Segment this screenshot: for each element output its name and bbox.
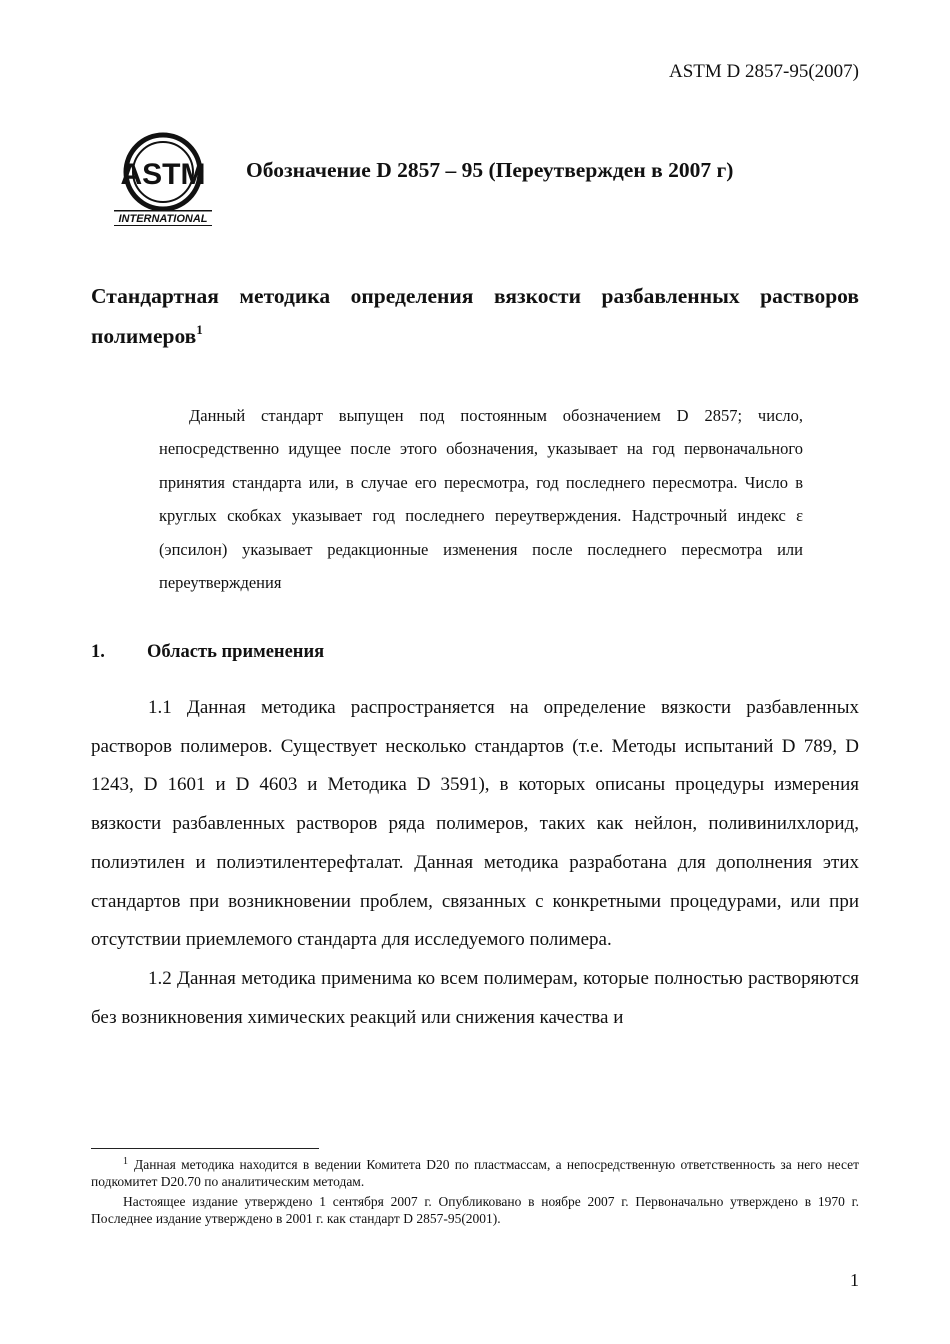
title-text: Стандартная методика определения вязкости разбавленных растворов полимеров <box>91 284 859 348</box>
page-number: 1 <box>850 1270 859 1290</box>
footnote-1 <box>91 1156 859 1190</box>
document-code: ASTM D 2857-95(2007) <box>669 61 859 82</box>
footnote-1-mark: 1 <box>123 1156 128 1167</box>
paragraph-1-2: 1.2 Данная методика применима ко всем полимерам, которые полностью растворяются без возникновения химических реакций или снижения качества и <box>91 967 859 1028</box>
section-heading <box>91 642 324 663</box>
standard-designation: Обозначение D 2857 – 95 (Переутвержден в 2007 г) <box>246 158 734 182</box>
section-body <box>91 689 859 1037</box>
logo-bottom-text: INTERNATIONAL <box>118 213 208 225</box>
footnote-2 <box>91 1193 859 1227</box>
footnote-1-text: Данная методика находится в ведении Комитета D20 по пластмассам, а непосредственную ответственность за него несет подкомитет D20.70 по аналитическим методам. <box>91 1157 859 1189</box>
document-title <box>91 276 859 356</box>
title-footnote-ref: 1 <box>196 322 203 337</box>
footnotes <box>91 1156 859 1230</box>
paragraph-1-1: 1.1 Данная методика распространяется на определение вязкости разбавленных растворов полимеров. Существует несколько стандартов (т.е. Методы испытаний D 789, D 1243, D 1601 и D 4603 и Методика D 3591), в которых описаны процедуры измерения вязкости разбавленных растворов ряда полимеров, таких как нейлон, поливинилхлорид, полиэтилен и полиэтилентерефталат. Данная методика разработана для дополнения этих стандартов при возникновении проблем, связанных с конкретными процедурами, или при отсутствии приемлемого стандарта для исследуемого полимера. <box>91 697 859 951</box>
designation-notice: Данный стандарт выпущен под постоянным обозначением D 2857; число, непосредственно идущее после этого обозначения, указывает на год первоначального принятия стандарта или, в случае его пересмотра, год последнего пересмотра. Число в круглых скобках указывает год последнего переутверждения. Надстрочный индекс ε (эпсилон) указывает редакционные изменения после последнего пересмотра или переутверждения <box>159 406 803 593</box>
section-title: Область применения <box>147 642 325 662</box>
section-number: 1. <box>91 642 105 662</box>
footnote-2-text: Настоящее издание утверждено 1 сентября 2007 г. Опубликовано в ноябре 2007 г. Первоначально утверждено в 1970 г. Последнее издание утверждено в 2001 г. как стандарт D 2857-95(2001). <box>91 1194 859 1226</box>
footnote-divider <box>91 1148 319 1149</box>
logo-top-text: ASTM <box>120 158 206 191</box>
astm-international-logo-icon <box>112 132 214 228</box>
